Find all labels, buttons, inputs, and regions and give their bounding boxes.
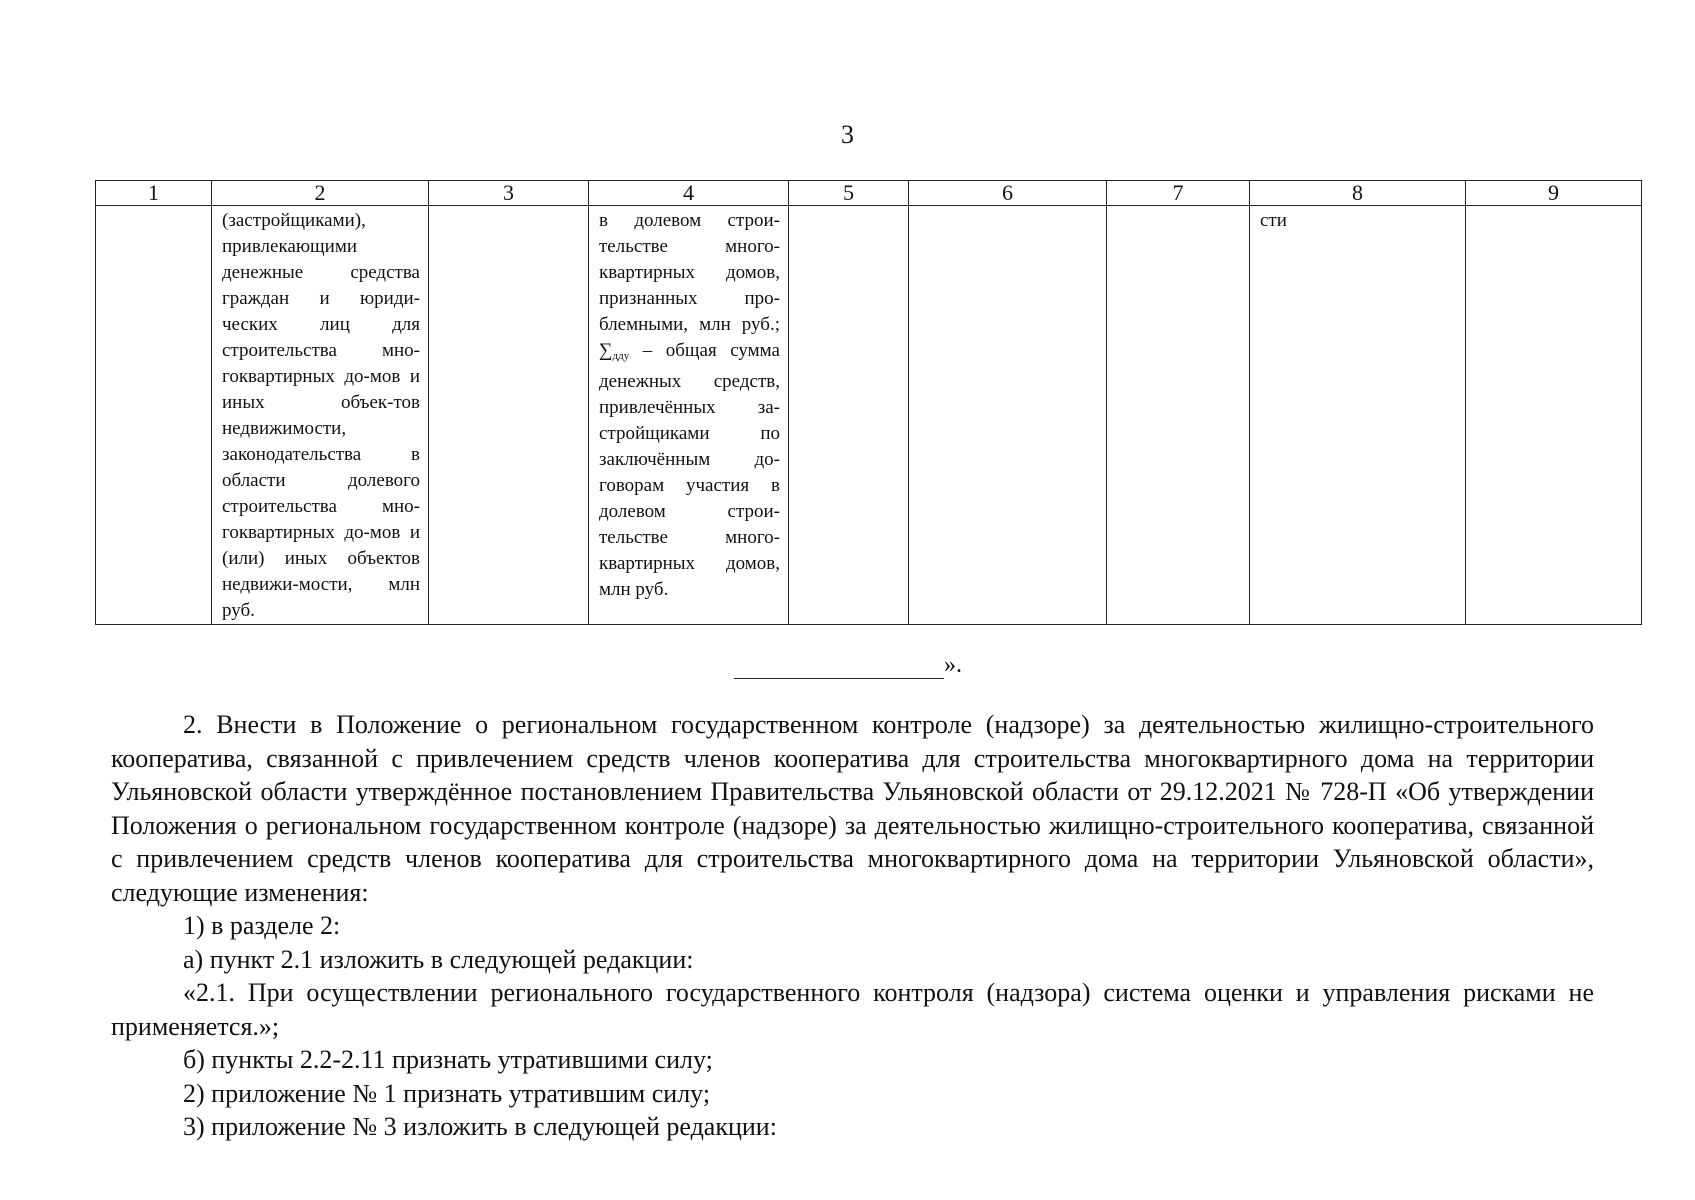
column-header-4: 4 xyxy=(589,181,789,206)
cell-text-col4 xyxy=(599,208,780,603)
cell-text-col2: (застройщиками), привлекающими денежные средства граждан и юриди-ческих лиц для строительства мно-гоквартирных до-мов и иных объек-тов недвижимости, законодательства в области долевого строительства мно-гоквартирных до-мов и (или) иных объектов недвижи-мости, млн руб. xyxy=(222,210,420,621)
paragraph-clause-2-1: «2.1. При осуществлении регионального государственного контроля (надзора) система оценки и управления рисками не применяется.»; xyxy=(111,978,1594,1041)
cell-text-col4-part2: – общая сумма денежных средств, привлечённых за-стройщиками по заключённым до-говорам участия в долевом строи-тельстве много-квартирных домов, млн руб. xyxy=(599,340,780,600)
table-cell-col7 xyxy=(1107,206,1250,625)
table-cell-col3 xyxy=(429,206,589,625)
table-cell-col8: сти xyxy=(1250,206,1466,625)
table-header-row xyxy=(96,181,1642,206)
table-cell-col1 xyxy=(96,206,212,625)
paragraph-appendix-3: 3) приложение № 3 изложить в следующей редакции: xyxy=(183,1112,777,1141)
table-cell-col2 xyxy=(212,206,429,625)
page-number: 3 xyxy=(841,120,854,149)
paragraph-appendix-1: 2) приложение № 1 признать утратившим силу; xyxy=(183,1078,711,1108)
cell-text-col4-part1: в долевом строи-тельстве много-квартирных домов, признанных про-блемными, млн руб.; xyxy=(599,210,780,335)
table-cell-col9 xyxy=(1466,206,1642,625)
closing-quote: ». xyxy=(944,652,962,678)
paragraph-amendment-intro: 2. Внести в Положение о региональном государственном контроле (надзоре) за деятельностью жилищно-строительного кооператива, связанной с привлечением средств членов кооператива для строительства многоквартирного дома на территории Ульяновской области утверждённое постановлением Правительства Ульяновской области от 29.12.2021 № 728-П «Об утверждении Положения о региональном государственном контроле (надзоре) за деятельностью жилищно-строительного кооператива, связанной с привлечением средств членов кооператива для строительства многоквартирного дома на территории Ульяновской области», следующие изменения: xyxy=(111,710,1594,907)
paragraph-item-b: б) пункты 2.2-2.11 признать утратившими силу; xyxy=(183,1045,713,1074)
column-header-7: 7 xyxy=(1107,181,1250,206)
table-row xyxy=(96,206,1642,625)
data-table xyxy=(95,180,1642,625)
table-cell-col4 xyxy=(589,206,789,625)
table-cell-col5 xyxy=(789,206,909,625)
closing-rule xyxy=(734,656,944,679)
column-header-1: 1 xyxy=(96,181,212,206)
sigma-subscript: дду xyxy=(612,350,630,362)
table-cell-col6 xyxy=(909,206,1107,625)
sigma-symbol: ∑ xyxy=(599,340,613,361)
column-header-3: 3 xyxy=(429,181,589,206)
column-header-2: 2 xyxy=(212,181,429,206)
paragraph-section-2: 1) в разделе 2: xyxy=(183,911,341,940)
column-header-8: 8 xyxy=(1250,181,1466,206)
table-closing xyxy=(734,652,962,679)
column-header-5: 5 xyxy=(789,181,909,206)
body-text xyxy=(111,708,1594,1144)
paragraph-item-a: а) пункт 2.1 изложить в следующей редакции: xyxy=(183,944,694,974)
column-header-9: 9 xyxy=(1466,181,1642,206)
column-header-6: 6 xyxy=(909,181,1107,206)
